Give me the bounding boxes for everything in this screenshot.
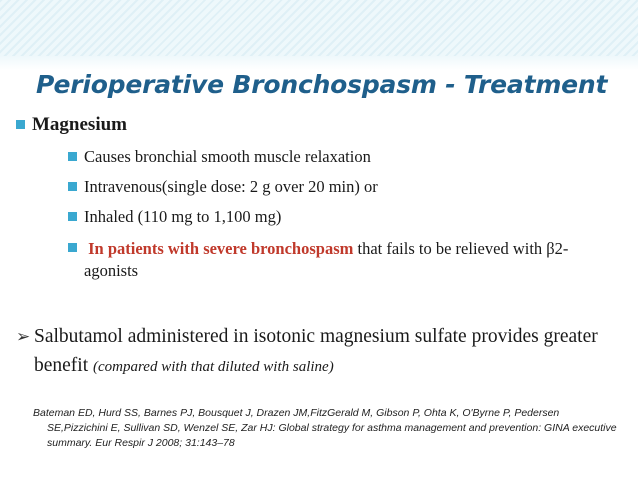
arrow-bullet-main: Salbutamol administered in isotonic magnesium sulfate provides greater benefit (34, 326, 598, 376)
arrow-bullet-note: (compared with that diluted with saline) (93, 359, 334, 375)
sub-bullet-text (84, 238, 604, 282)
sub-bullet-text: Inhaled (110 mg to 1,100 mg) (84, 207, 282, 226)
arrow-bullet-icon: ➢ (16, 327, 31, 347)
square-bullet-icon (68, 243, 77, 252)
square-bullet-icon (16, 120, 25, 129)
sub-bullet-severe (68, 238, 628, 282)
sub-bullet (68, 207, 628, 227)
sub-bullet (68, 147, 628, 167)
main-bullet (16, 114, 127, 136)
square-bullet-icon (68, 182, 77, 191)
reference-citation: Bateman ED, Hurd SS, Barnes PJ, Bousquet J, Drazen JM,FitzGerald M, Gibson P, Ohta K, O'Byrne P, Pedersen SE,Pizzichini E, Sullivan SD, Wenzel SE, Zar HJ: Global strategy for asthma management and prevention: GINA executive summary. Eur Respir J 2008; 31:143–78 (33, 407, 617, 449)
arrow-bullet (16, 322, 631, 382)
sub-bullet-text: Causes bronchial smooth muscle relaxation (84, 147, 371, 166)
square-bullet-icon (68, 212, 77, 221)
sub-bullet-text: Intravenous(single dose: 2 g over 20 min) or (84, 177, 378, 196)
header-stripe-fade (0, 56, 638, 70)
square-bullet-icon (68, 152, 77, 161)
slide-title: Perioperative Bronchospasm - Treatment (36, 70, 608, 99)
sub-bullet (68, 177, 628, 197)
severe-rest: that fails to be relieved with β2-agonists (84, 239, 569, 280)
header-stripe-pattern (0, 0, 638, 56)
main-bullet-text: Magnesium (32, 114, 127, 135)
arrow-bullet-text (34, 322, 631, 382)
severe-highlight: In patients with severe bronchospasm (88, 239, 354, 258)
